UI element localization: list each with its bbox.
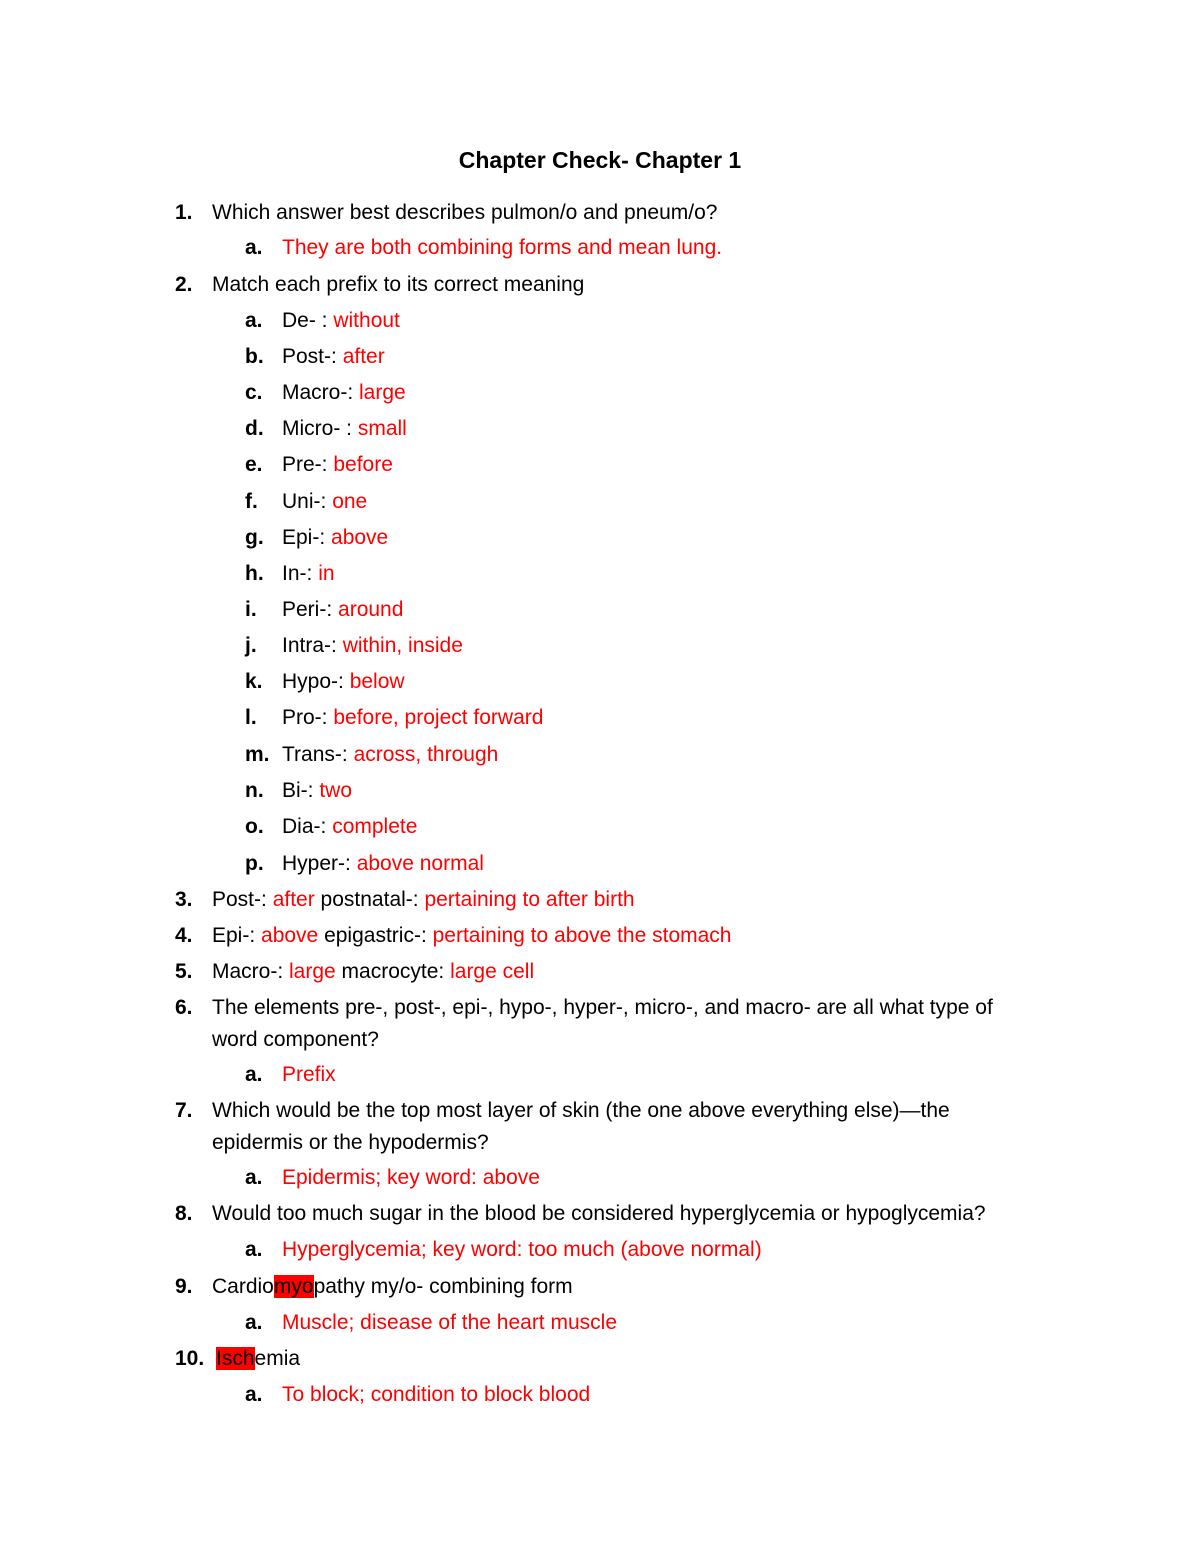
answer-letter: a.	[245, 236, 263, 259]
item-letter: o.	[245, 815, 264, 838]
item-letter: p.	[245, 852, 264, 875]
item-letter: c.	[245, 381, 263, 404]
word-part: pathy my/o- combining form	[313, 1275, 573, 1298]
item-letter: l.	[245, 706, 257, 729]
prefix-label: Post-:	[212, 888, 273, 911]
prefix-label: Macro-:	[212, 960, 290, 983]
question-text: epidermis or the hypodermis?	[212, 1131, 489, 1154]
prefix-label: De- :	[282, 309, 334, 332]
prefix-label: Epi-:	[212, 924, 262, 947]
item-letter: g.	[245, 526, 264, 549]
prefix-meaning: complete	[332, 815, 418, 838]
question-number: 1.	[175, 201, 193, 224]
prefix-label: Epi-:	[282, 526, 332, 549]
item-letter: h.	[245, 562, 264, 585]
question-number: 8.	[175, 1202, 193, 1225]
term-meaning: large cell	[450, 960, 535, 983]
prefix-label: Dia-:	[282, 815, 333, 838]
prefix-label: In-:	[282, 562, 319, 585]
prefix-label: Hyper-:	[282, 852, 357, 875]
answer-letter: a.	[245, 1063, 263, 1086]
answer-text: Epidermis; key word: above	[282, 1166, 540, 1189]
prefix-meaning: one	[332, 490, 368, 513]
page-title: Chapter Check- Chapter 1	[458, 147, 742, 173]
question-number: 10.	[175, 1347, 205, 1370]
prefix-meaning: large	[359, 381, 406, 404]
question-number: 6.	[175, 996, 193, 1019]
answer-letter: a.	[245, 1166, 263, 1189]
answer-text: To block; condition to block blood	[282, 1383, 591, 1406]
word-part: Cardio	[212, 1275, 274, 1298]
term-meaning: pertaining to after birth	[424, 888, 635, 911]
answer-text: Prefix	[282, 1063, 336, 1086]
prefix-label: Bi-:	[282, 779, 320, 802]
question-number: 3.	[175, 888, 193, 911]
item-letter: d.	[245, 417, 264, 440]
prefix-meaning: large	[289, 960, 336, 983]
question-text: Match each prefix to its correct meaning	[212, 273, 585, 296]
question-number: 7.	[175, 1099, 193, 1122]
prefix-label: Uni-:	[282, 490, 333, 513]
highlighted-word-part: myo	[273, 1275, 314, 1298]
question-text: Which answer best describes pulmon/o and pneum/o?	[212, 201, 718, 224]
term-label: epigastric-:	[318, 924, 433, 947]
question-text: The elements pre-, post-, epi-, hypo-, hyper-, micro-, and macro- are all what type of	[212, 996, 993, 1019]
prefix-label: Post-:	[282, 345, 343, 368]
item-letter: b.	[245, 345, 264, 368]
question-number: 4.	[175, 924, 193, 947]
prefix-label: Macro-:	[282, 381, 360, 404]
prefix-meaning: before	[333, 453, 393, 476]
question-text: Would too much sugar in the blood be considered hyperglycemia or hypoglycemia?	[212, 1202, 986, 1225]
prefix-meaning: below	[349, 670, 405, 693]
prefix-meaning: above	[261, 924, 319, 947]
prefix-meaning: small	[357, 417, 407, 440]
item-letter: f.	[245, 490, 258, 513]
term-meaning: pertaining to above the stomach	[432, 924, 732, 947]
prefix-meaning: after	[272, 888, 315, 911]
prefix-meaning: above normal	[356, 852, 484, 875]
prefix-meaning: without	[333, 309, 400, 332]
prefix-meaning: within, inside	[342, 634, 463, 657]
question-number: 2.	[175, 273, 193, 296]
word-part: emia	[254, 1347, 301, 1370]
highlighted-word-part: Isch	[216, 1347, 255, 1370]
prefix-meaning: around	[338, 598, 404, 621]
prefix-label: Pre-:	[282, 453, 334, 476]
question-number: 9.	[175, 1275, 193, 1298]
answer-text: They are both combining forms and mean lung.	[282, 236, 723, 259]
prefix-meaning: before, project forward	[333, 706, 544, 729]
item-letter: n.	[245, 779, 264, 802]
answer-text: Muscle; disease of the heart muscle	[282, 1311, 617, 1334]
question-text: word component?	[212, 1028, 379, 1051]
prefix-label: Micro- :	[282, 417, 358, 440]
prefix-label: Hypo-:	[282, 670, 350, 693]
prefix-meaning: after	[342, 345, 385, 368]
term-label: postnatal-:	[314, 888, 425, 911]
answer-letter: a.	[245, 1238, 263, 1261]
question-text: Which would be the top most layer of skin (the one above everything else)—the	[212, 1099, 950, 1122]
item-letter: a.	[245, 309, 263, 332]
answer-letter: a.	[245, 1383, 263, 1406]
answer-letter: a.	[245, 1311, 263, 1334]
prefix-meaning: two	[319, 779, 353, 802]
answer-text: Hyperglycemia; key word: too much (above normal)	[282, 1238, 762, 1261]
prefix-label: Pro-:	[282, 706, 334, 729]
prefix-label: Intra-:	[282, 634, 343, 657]
item-letter: m.	[245, 743, 270, 766]
prefix-label: Peri-:	[282, 598, 339, 621]
prefix-meaning: across, through	[353, 743, 499, 766]
item-letter: k.	[245, 670, 263, 693]
question-number: 5.	[175, 960, 193, 983]
prefix-meaning: in	[318, 562, 335, 585]
prefix-label: Trans-:	[282, 743, 354, 766]
prefix-meaning: above	[331, 526, 389, 549]
term-label: macrocyte:	[335, 960, 451, 983]
item-letter: i.	[245, 598, 257, 621]
item-letter: e.	[245, 453, 263, 476]
item-letter: j.	[245, 634, 257, 657]
